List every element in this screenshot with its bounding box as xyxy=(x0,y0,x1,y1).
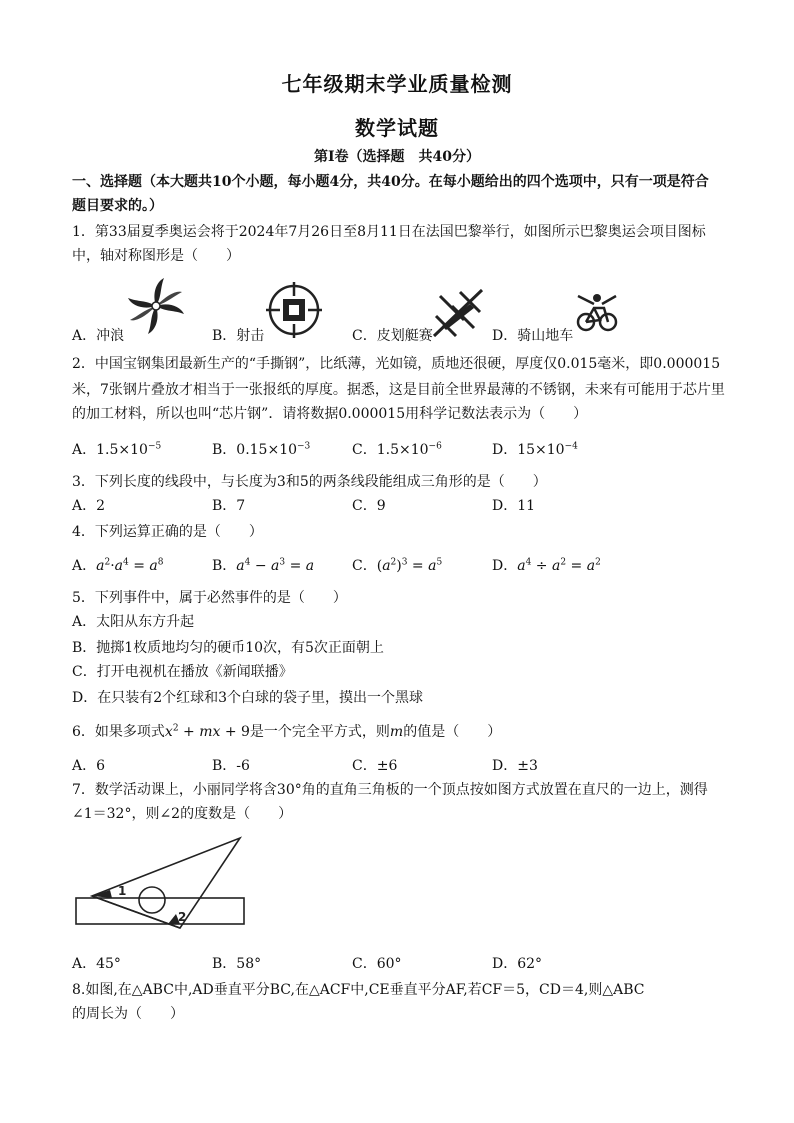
q4-option-c: C．$(a^2)^3 = a^5$ xyxy=(352,557,443,574)
mountain-bike-icon xyxy=(574,290,620,336)
q1-option-d: D．骑山地车 xyxy=(492,328,574,344)
q2-option-a-label: A． xyxy=(72,442,97,458)
q2-stem-line3: 的加工材料，所以也叫“芯片钢”．请将数据0.000015用科学记数法表示为（ ） xyxy=(72,406,588,422)
q4-option-b: B．$a^4 - a^3 = a$ xyxy=(212,557,315,574)
q3-stem: 3．下列长度的线段中，与长度为3和5的两条线段能组成三角形的是（ ） xyxy=(72,474,547,490)
q6-stem-prefix: 6．如果多项式 xyxy=(72,724,165,740)
exam-title: 七年级期末学业质量检测 xyxy=(281,72,513,96)
q7-option-c: C．60° xyxy=(352,956,402,972)
q7-stem-line2: ∠1＝32°，则∠2的度数是（ ） xyxy=(72,806,293,822)
q6-option-b: B．-6 xyxy=(212,758,250,774)
q2-option-b xyxy=(212,440,310,460)
q4-option-c-label: C． xyxy=(352,558,377,574)
q2-option-c-exp: −6 xyxy=(428,441,442,452)
q7-option-d: D．62° xyxy=(492,956,543,972)
q5-option-c: C．打开电视机在播放《新闻联播》 xyxy=(72,664,293,680)
kayak-icon xyxy=(430,286,486,342)
q8-stem-line1: 8.如图,在△ABC中,AD垂直平分BC,在△ACF中,CE垂直平分AF,若CF＝5，CD＝4,则△ABC xyxy=(72,982,645,998)
q4-stem: 4．下列运算正确的是（ ） xyxy=(72,524,263,540)
q4-option-b-label: B． xyxy=(212,558,237,574)
exam-subtitle: 数学试题 xyxy=(355,116,439,140)
section-instruction-line1: 一、选择题（本大题共10个小题，每小题4分，共40分。在每小题给出的四个选项中，只有一项是符合 xyxy=(72,174,709,190)
q5-stem: 5．下列事件中，属于必然事件的是（ ） xyxy=(72,590,347,606)
section-instruction-line2: 题目要求的。） xyxy=(72,198,163,214)
q2-option-c-base: 1.5×10 xyxy=(376,442,429,458)
triangle-ruler-shape xyxy=(92,838,240,928)
q5-option-b: B．抛掷1枚质地均匀的硬币10次，有5次正面朝上 xyxy=(72,640,384,656)
q7-option-a: A．45° xyxy=(72,956,121,972)
q2-option-b-label: B． xyxy=(212,442,237,458)
q4-option-d: D．$a^4 \div a^2 = a^2$ xyxy=(492,557,601,574)
q2-option-a-base: 1.5×10 xyxy=(96,442,148,458)
surfing-pinwheel-icon xyxy=(126,276,186,336)
q1-option-c: C．皮划艇赛 xyxy=(352,328,433,344)
q6-option-a: A．6 xyxy=(72,758,106,774)
q3-option-d: D．11 xyxy=(492,498,536,514)
angle-1-label: 1 xyxy=(118,884,127,898)
shooting-target-icon xyxy=(266,282,322,338)
q2-option-a-exp: −5 xyxy=(147,441,162,452)
q8-stem-line2: 的周长为（ ） xyxy=(72,1006,184,1022)
q2-option-d-label: D． xyxy=(492,442,518,458)
q5-option-d: D．在只装有2个红球和3个白球的袋子里，摸出一个黑球 xyxy=(72,690,424,706)
q4-option-a-label: A． xyxy=(72,558,97,574)
q3-option-c: C．9 xyxy=(352,498,386,514)
angle-2-label: 2 xyxy=(178,910,187,924)
q2-stem-line2: 米，7张钢片叠放才相当于一张报纸的厚度。据悉，这是目前全世界最薄的不锈钢，未来有可能用于芯片里 xyxy=(72,382,725,398)
q4-option-d-label: D． xyxy=(492,558,518,574)
q6-option-c: C．±6 xyxy=(352,758,398,774)
q2-option-b-exp: −3 xyxy=(297,441,311,452)
q1-option-b: B．射击 xyxy=(212,328,265,344)
q4-option-a: A．$a^2\cdot a^4 = a^8$ xyxy=(72,557,164,574)
q5-option-a: A．太阳从东方升起 xyxy=(72,614,195,630)
q6-stem-suffix2: 的值是（ ） xyxy=(403,724,502,740)
q2-option-d-base: 15×10 xyxy=(517,442,565,458)
q2-option-b-base: 0.15×10 xyxy=(236,442,298,458)
triangle-hole-circle xyxy=(139,887,165,913)
ruler-triangle-figure xyxy=(70,834,250,934)
q7-option-b: B．58° xyxy=(212,956,262,972)
q2-stem-line1: 2．中国宝钢集团最新生产的“手撕钢”，比纸薄，光如镜，质地还很硬，厚度仅0.015毫米，即0.000015 xyxy=(72,356,721,372)
part-heading: 第Ⅰ卷（选择题 共40分） xyxy=(313,149,481,165)
q3-option-b: B．7 xyxy=(212,498,246,514)
q2-option-d-exp: −4 xyxy=(564,441,578,452)
q2-option-c xyxy=(352,440,442,460)
q2-option-a xyxy=(72,440,161,460)
q2-option-c-label: C． xyxy=(352,442,377,458)
q1-stem-line1: 1．第33届夏季奥运会将于2024年7月26日至8月11日在法国巴黎举行，如图所示巴黎奥运会项目图标 xyxy=(72,224,706,240)
q6-stem: 6．如果多项式$x^2$ + mx + 9是一个完全平方式，则m的值是（ ） xyxy=(72,723,502,740)
q3-option-a: A．2 xyxy=(72,498,106,514)
q1-option-a: A．冲浪 xyxy=(72,328,125,344)
q6-stem-suffix: 是一个完全平方式，则 xyxy=(249,724,390,740)
q7-stem-line1: 7．数学活动课上，小丽同学将含30°角的直角三角板的一个顶点按如图方式放置在直尺的一边上，测得 xyxy=(72,782,708,798)
q6-option-d: D．±3 xyxy=(492,758,538,774)
q1-stem-line2: 中，轴对称图形是（ ） xyxy=(72,248,240,264)
q2-option-d xyxy=(492,440,578,460)
